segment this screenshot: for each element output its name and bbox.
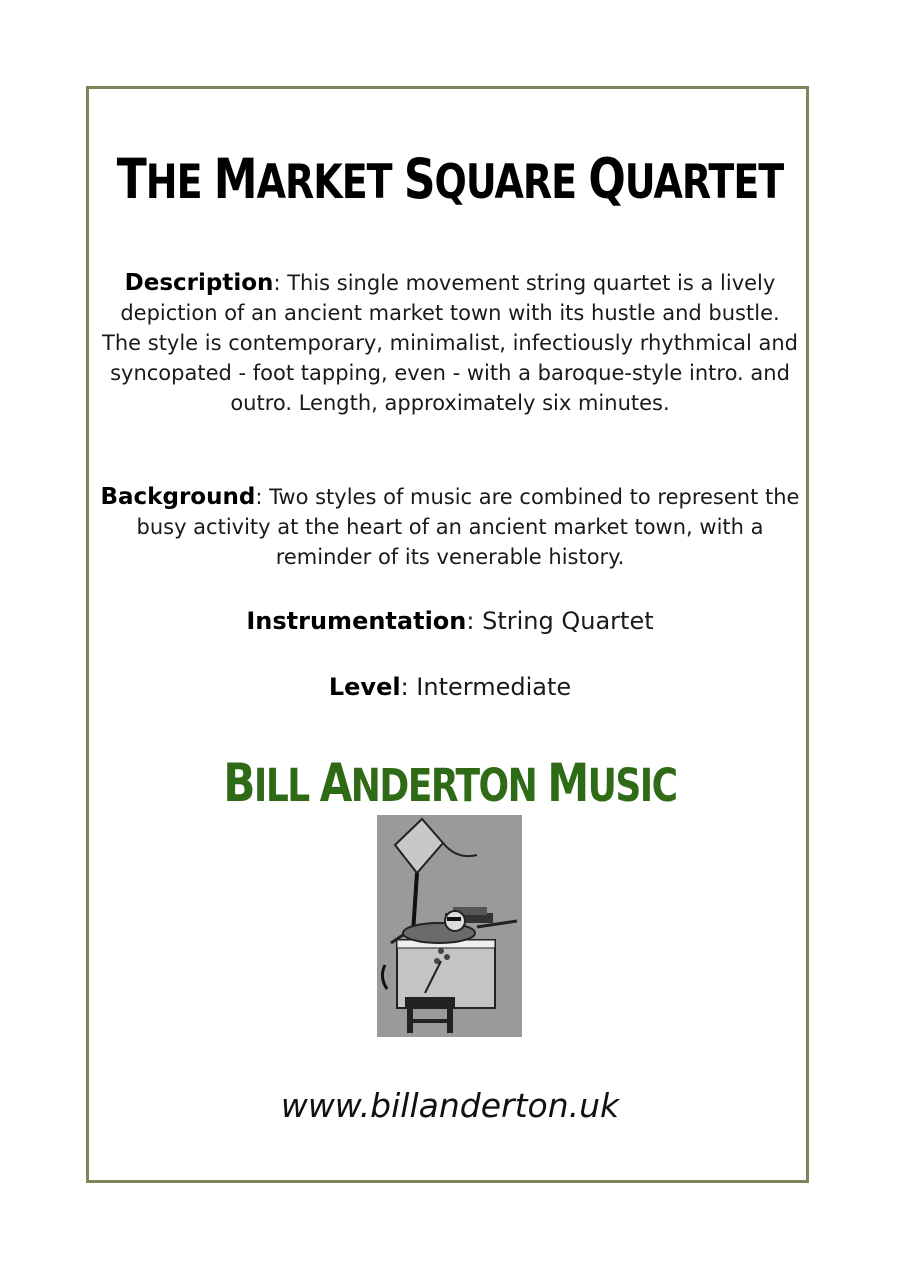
instrumentation-line <box>100 606 800 636</box>
brand-word-2: ANDERTON <box>319 752 537 814</box>
background-label: Background <box>100 484 256 510</box>
background-separator: : <box>255 485 263 509</box>
title-word-2: MARKET <box>213 148 392 212</box>
brand-word-1: BILL <box>223 752 309 814</box>
level-value: Intermediate <box>408 673 572 701</box>
instrumentation-separator: : <box>466 607 475 635</box>
description-paragraph <box>100 268 800 418</box>
title-word-1: THE <box>116 148 202 212</box>
instrumentation-value: String Quartet <box>474 607 654 635</box>
brand-word-3: MUSIC <box>547 752 677 814</box>
description-text: This single movement string quartet is a lively depiction of an ancient market town with its hustle and bustle. The style is contemporary, minimalist, infectiously rhythmical and syncopated - foot tapping, even - with a baroque-style intro. and outro. Length, approximately six minutes. <box>102 271 798 415</box>
background-text: Two styles of music are combined to represent the busy activity at the heart of an ancient market town, with a reminder of its venerable history. <box>136 485 800 569</box>
background-paragraph <box>100 482 800 572</box>
brand-name <box>0 752 900 813</box>
title-word-4: QUARTET <box>588 148 784 212</box>
title-word-3: SQUARE <box>403 148 577 212</box>
level-label: Level <box>328 673 401 701</box>
pianist-illustration-icon <box>377 815 522 1037</box>
instrumentation-label: Instrumentation <box>246 607 467 635</box>
description-separator: : <box>273 271 281 295</box>
website-url[interactable]: www.billanderton.uk <box>280 1086 620 1125</box>
level-line <box>100 672 800 702</box>
level-separator: : <box>400 673 409 701</box>
page-title <box>0 148 900 212</box>
description-label: Description <box>124 270 274 296</box>
